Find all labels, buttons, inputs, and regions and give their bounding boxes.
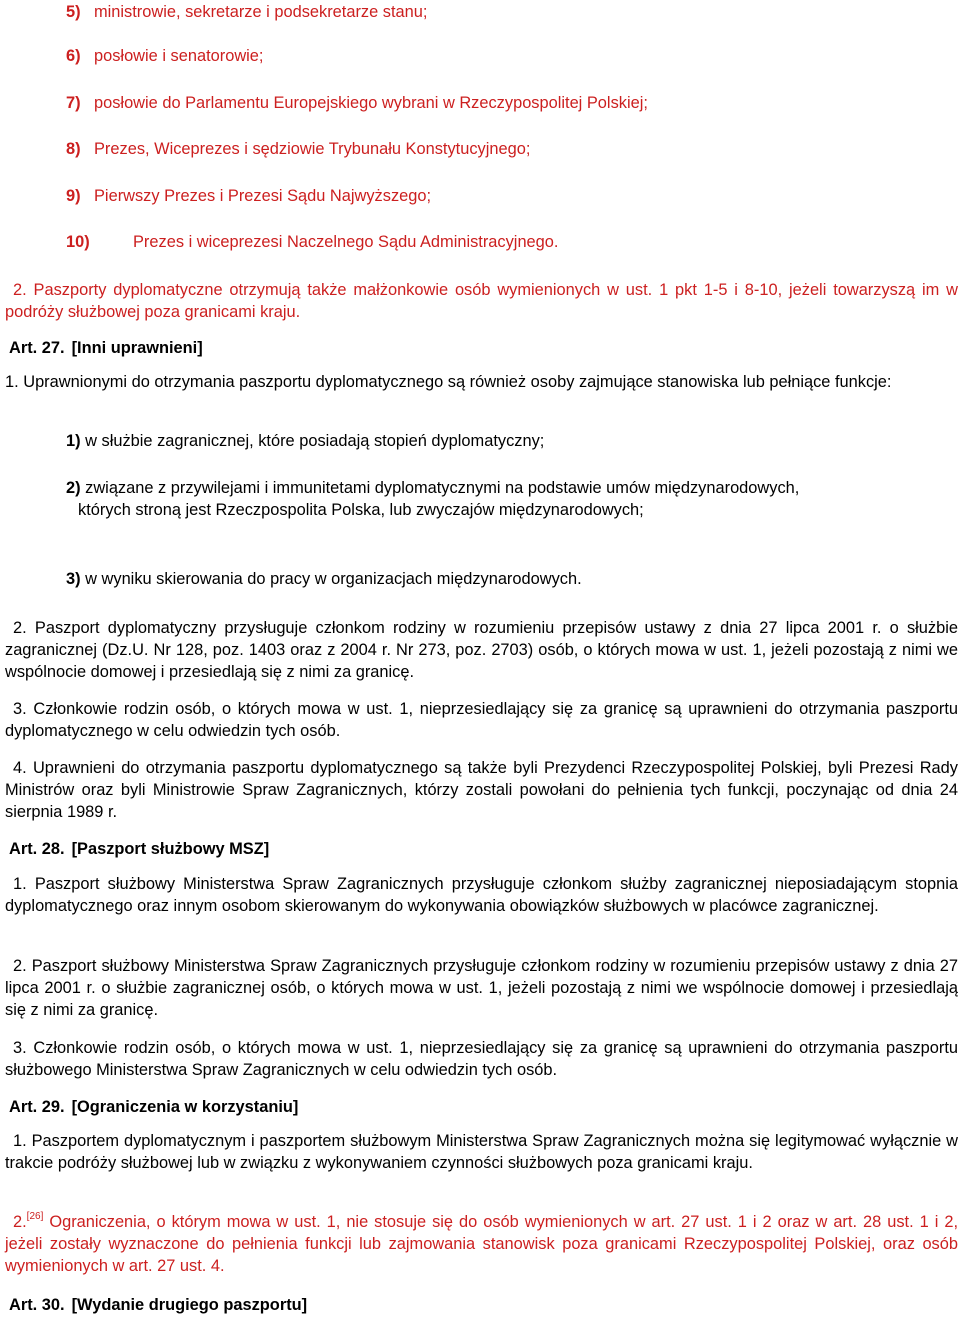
paragraph-text: Uprawnieni do otrzymania paszportu dyplomatycznego są także byli Prezydenci Rzeczypospolitej Polskiej, byli Prezesi Rady Ministrów oraz byli Ministrowie Spraw Zagranicznych, którzy zostali powołani do pełnienia tych funkcji, poczynając od dnia 24 sierpnia 1989 r.: [5, 759, 958, 821]
paragraph-number: 2.: [13, 619, 27, 637]
article-number: Art. 30.: [9, 1296, 65, 1314]
item-text: związane z przywilejami i immunitetami dyplomatycznymi na podstawie umów międzynarodowych, których stroną jest Rzeczpospolita Polska, lub zwyczajów międzynarodowych;: [78, 479, 800, 519]
paragraph: [5, 617, 958, 683]
paragraph-text: Paszport służbowy Ministerstwa Spraw Zagranicznych przysługuje członkom służby zagranicznej nieposiadającym stopnia dyplomatycznego oraz innym osobom skierowanym do wykonywania obowiązków służbowych w placówce zagranicznej.: [5, 875, 958, 915]
item-number: 10): [66, 233, 90, 251]
paragraph-text: Uprawnionymi do otrzymania paszportu dyplomatycznego są również osoby zajmujące stanowiska lub pełniące funkcje:: [23, 373, 892, 391]
item-text: w wyniku skierowania do pracy w organizacjach międzynarodowych.: [85, 570, 582, 588]
article-title: [Paszport służbowy MSZ]: [71, 840, 270, 858]
item-text: Prezes i wiceprezesi Naczelnego Sądu Administracyjnego.: [133, 233, 559, 251]
item-text: w służbie zagranicznej, które posiadają stopień dyplomatyczny;: [85, 432, 545, 450]
paragraph: [5, 279, 958, 323]
list-item: [66, 477, 823, 521]
paragraph-text: Członkowie rodzin osób, o których mowa w ust. 1, nieprzesiedlający się za granicę są uprawnieni do otrzymania paszportu dyplomatycznego w celu odwiedzin tych osób.: [5, 700, 958, 740]
item-text: ministrowie, sekretarze i podsekretarze stanu;: [94, 3, 428, 21]
paragraph-text: Paszport dyplomatyczny przysługuje członkom rodziny w rozumieniu przepisów ustawy z dnia 27 lipca 2001 r. o służbie zagranicznej (Dz.U. Nr 128, poz. 1403 oraz z 2004 r. Nr 273, poz. 2703) osób, o których mowa w ust. 1, jeżeli pozostają z nimi we wspólnocie domowej i przesiedlają się z nimi za granicę.: [5, 619, 958, 681]
article-heading: [9, 1294, 307, 1316]
paragraph: [5, 1037, 958, 1081]
paragraph-number: 1.: [13, 1132, 27, 1150]
paragraph-text: Paszport służbowy Ministerstwa Spraw Zagranicznych przysługuje członkom rodziny w rozumieniu przepisów ustawy z dnia 27 lipca 2001 r. o służbie zagranicznej osób, o których mowa w ust. 1, jeżeli pozostają z nimi we wspólnocie domowej i przesiedlają się z nimi za granicę.: [5, 957, 958, 1019]
item-number: 6): [66, 47, 81, 65]
paragraph: [5, 873, 958, 917]
paragraph-number: 2.: [13, 281, 27, 299]
article-number: Art. 29.: [9, 1098, 65, 1116]
article-title: [Ograniczenia w korzystaniu]: [71, 1098, 299, 1116]
article-title: [Wydanie drugiego paszportu]: [71, 1296, 308, 1314]
paragraph-number: 3.: [13, 1039, 27, 1057]
article-heading: [9, 1096, 298, 1118]
paragraph-number: 2.: [13, 957, 27, 975]
article-heading: [9, 838, 269, 860]
item-text: posłowie do Parlamentu Europejskiego wybrani w Rzeczypospolitej Polskiej;: [94, 94, 648, 112]
paragraph-text: Członkowie rodzin osób, o których mowa w ust. 1, nieprzesiedlający się za granicę są uprawnieni do otrzymania paszportu służbowego Ministerstwa Spraw Zagranicznych w celu odwiedzin tych osób.: [5, 1039, 958, 1079]
paragraph-number: 1.: [5, 373, 19, 391]
article-title: [Inni uprawnieni]: [71, 339, 203, 357]
item-text: Prezes, Wiceprezes i sędziowie Trybunału Konstytucyjnego;: [94, 140, 531, 158]
item-number: 2): [66, 479, 81, 497]
item-number: 9): [66, 187, 81, 205]
paragraph: [5, 371, 958, 393]
item-number: 7): [66, 94, 81, 112]
item-text: posłowie i senatorowie;: [94, 47, 264, 65]
article-heading: [9, 337, 203, 359]
item-number: 8): [66, 140, 81, 158]
item-number: 3): [66, 570, 81, 588]
paragraph-text: Paszportem dyplomatycznym i paszportem służbowym Ministerstwa Spraw Zagranicznych można się legitymować wyłącznie w trakcie podróży służbowej lub w związku z wykonywaniem czynności służbowych poza granicami kraju.: [5, 1132, 958, 1172]
paragraph-text: Ograniczenia, o którym mowa w ust. 1, nie stosuje się do osób wymienionych w art. 27 ust. 1 i 2 oraz w art. 28 ust. 1 i 2, jeżeli zostały wyznaczone do pełnienia funkcji lub zajmowania stanowisk poza granicami Rzeczypospolitej Polskiej, oraz osób wymienionych w art. 27 ust. 4.: [5, 1213, 958, 1275]
item-number: 1): [66, 432, 81, 450]
paragraph-number: 1.: [13, 875, 27, 893]
article-number: Art. 27.: [9, 339, 65, 357]
item-text: Pierwszy Prezes i Prezesi Sądu Najwyższego;: [94, 187, 432, 205]
paragraph: [5, 698, 958, 742]
paragraph-text: Paszporty dyplomatyczne otrzymują także małżonkowie osób wymienionych w ust. 1 pkt 1-5 i 8-10, jeżeli towarzyszą im w podróży służbowej poza granicami kraju.: [5, 281, 958, 321]
paragraph: [5, 1130, 958, 1174]
paragraph: [5, 757, 958, 823]
paragraph-number: 4.: [13, 759, 27, 777]
paragraph: [5, 1211, 958, 1277]
paragraph-number: 2.: [13, 1213, 27, 1231]
footnote-reference[interactable]: [26]: [26, 1211, 44, 1222]
list-item: [66, 568, 826, 590]
paragraph-number: 3.: [13, 700, 27, 718]
list-item: [66, 430, 826, 452]
paragraph: [5, 955, 958, 1021]
item-number: 5): [66, 3, 81, 21]
article-number: Art. 28.: [9, 840, 65, 858]
